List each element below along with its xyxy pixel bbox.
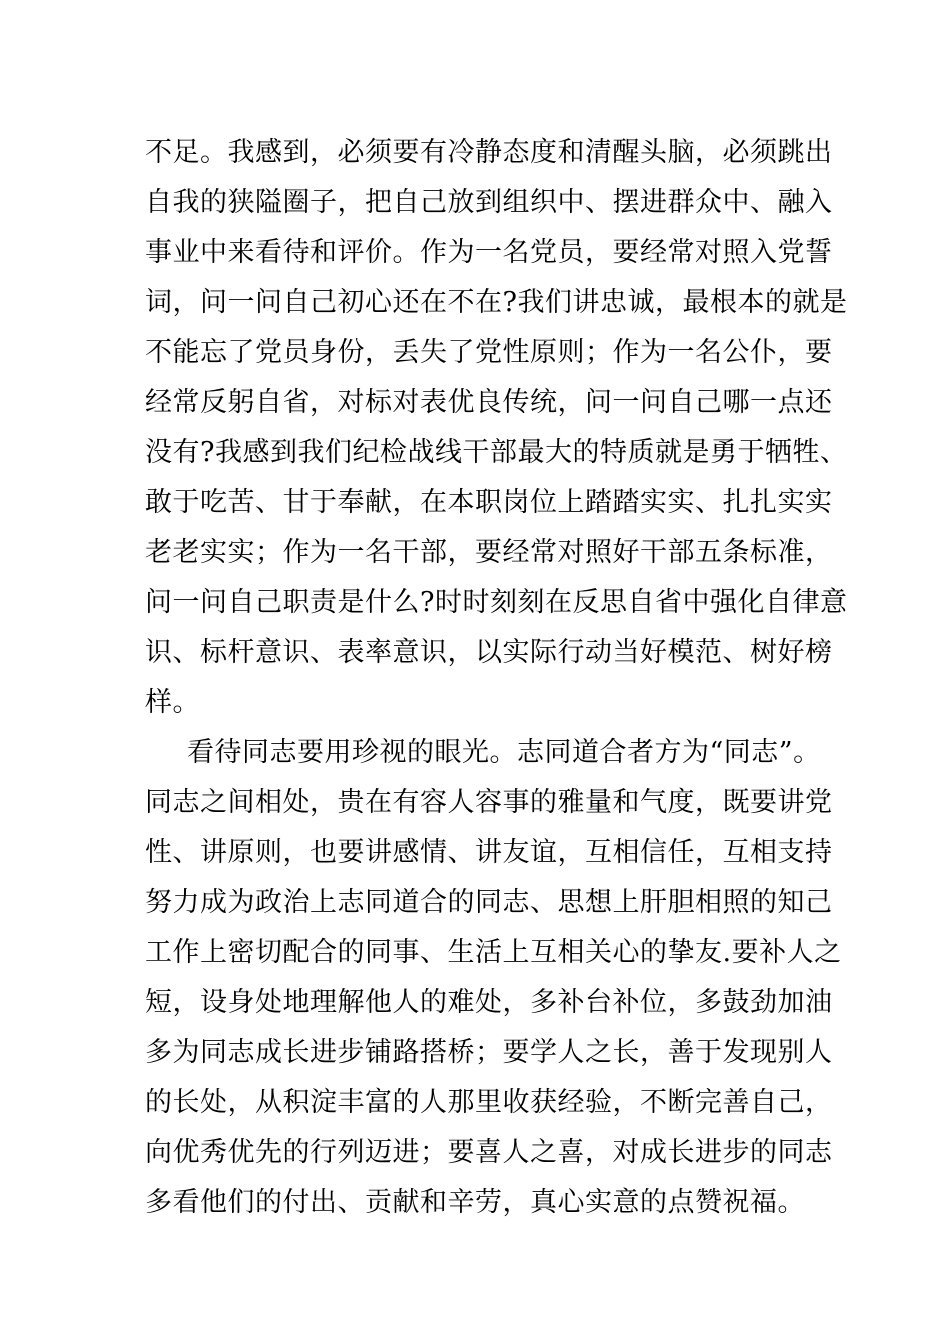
text-line: 经常反躬自省，对标对表优良传统，问一问自己哪一点还 — [145, 387, 833, 418]
text-line: 敢于吃苦、甘于奉献，在本职岗位上踏踏实实、扎扎实实 — [145, 487, 833, 518]
text-line: 多看他们的付出、贡献和辛劳，真心实意的点赞祝福。 — [145, 1187, 805, 1218]
text-line: 词，问一问自己初心还在不在?我们讲忠诚，最根本的就是 — [145, 287, 848, 318]
text-line: 老老实实；作为一名干部，要经常对照好干部五条标准， — [145, 537, 833, 568]
text-line: 不能忘了党员身份，丢失了党性原则；作为一名公仆，要 — [145, 337, 833, 368]
text-line: 问一问自己职责是什么?时时刻刻在反思自省中强化自律意 — [145, 587, 848, 618]
text-line: 性、讲原则，也要讲感情、讲友谊，互相信任，互相支持 — [145, 837, 833, 868]
text-line: 自我的狭隘圈子，把自己放到组织中、摆进群众中、融入 — [145, 187, 833, 218]
text-line: 识、标杆意识、表率意识，以实际行动当好模范、树好榜 — [145, 637, 833, 668]
text-line: 多为同志成长进步铺路搭桥；要学人之长，善于发现别人 — [145, 1037, 833, 1068]
text-line: 努力成为政治上志同道合的同志、思想上肝胆相照的知己 — [145, 887, 833, 918]
paragraph-start-line: 看待同志要用珍视的眼光。志同道合者方为“同志”。 — [187, 737, 821, 768]
text-line: 样。 — [145, 687, 200, 718]
text-line: 工作上密切配合的同事、生活上互相关心的挚友.要补人之 — [145, 937, 842, 968]
text-line: 向优秀优先的行列迈进；要喜人之喜，对成长进步的同志 — [145, 1137, 833, 1168]
text-line: 短，设身处地理解他人的难处，多补台补位，多鼓劲加油 — [145, 987, 833, 1018]
text-line: 没有?我感到我们纪检战线干部最大的特质就是勇于牺牲、 — [145, 437, 848, 468]
text-line: 的长处，从积淀丰富的人那里收获经验，不断完善自己， — [145, 1087, 833, 1118]
text-line: 同志之间相处，贵在有容人容事的雅量和气度，既要讲党 — [145, 787, 833, 818]
text-line: 不足。我感到，必须要有冷静态度和清醒头脑，必须跳出 — [145, 137, 833, 168]
text-line: 事业中来看待和评价。作为一名党员，要经常对照入党誓 — [145, 237, 833, 268]
body-text — [145, 128, 848, 1228]
